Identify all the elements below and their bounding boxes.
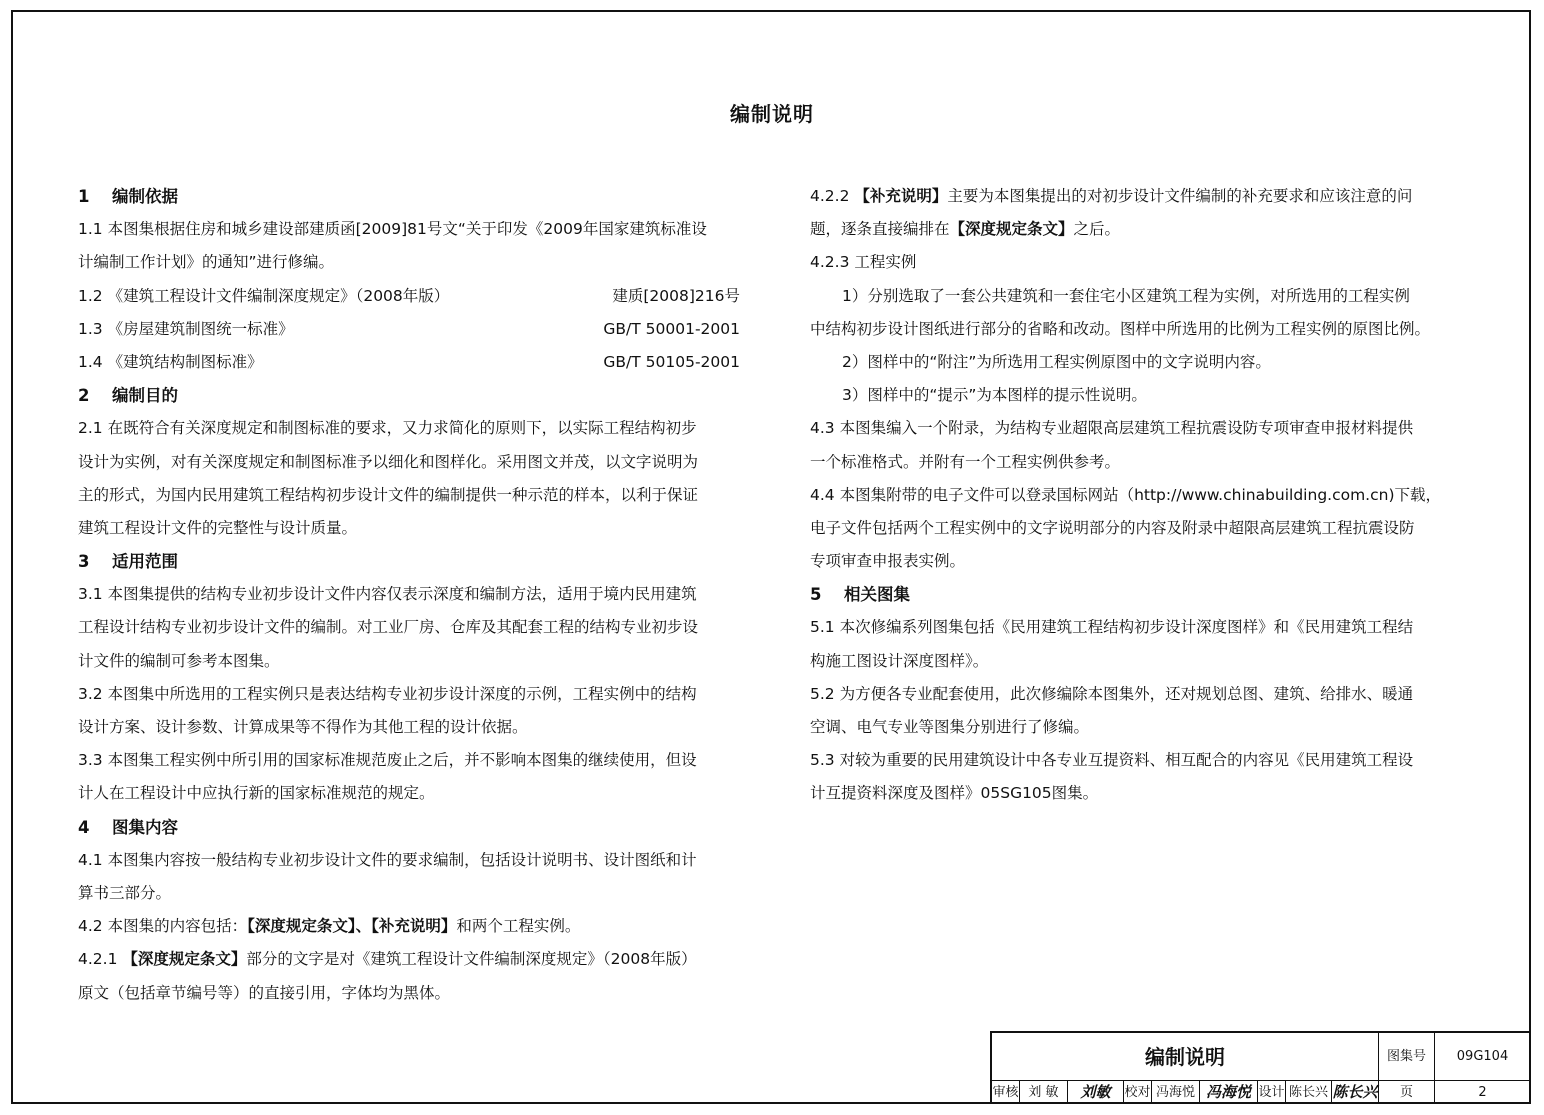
reference-line: [78, 280, 740, 313]
bold-term: 【深度规定条文】: [949, 220, 1074, 239]
line-text: 4.2.3 工程实例: [810, 253, 917, 272]
text-line: [810, 180, 1470, 213]
review-signature: 刘敏: [1068, 1081, 1124, 1104]
page-title: 编制说明: [730, 102, 814, 126]
check-name: 冯海悦: [1152, 1081, 1200, 1104]
reference-line: [78, 346, 740, 379]
text-line: [78, 678, 740, 711]
text-line: [78, 910, 740, 943]
line-text-continued: 部分的文字是对《建筑工程设计文件编制深度规定》（2008年版）: [246, 950, 697, 969]
section-heading: [78, 545, 740, 578]
text-line: [810, 313, 1470, 346]
bold-term: 【补充说明】: [854, 187, 948, 205]
reference-code: GB/T 50001-2001: [603, 319, 740, 338]
line-text: 1）分别选取了一套公共建筑和一套住宅小区建筑工程为实例，对所选用的工程实例: [842, 286, 1410, 305]
line-text: 4.1 本图集内容按一般结构专业初步设计文件的要求编制，包括设计说明书、设计图纸和计: [78, 850, 697, 869]
line-text: 3.1 本图集提供的结构专业初步设计文件内容仅表示深度和编制方法，适用于境内民用建筑: [78, 585, 697, 604]
text-line: [78, 977, 740, 1010]
section-title: 适用范围: [112, 552, 178, 572]
line-text: 设计方案、设计参数、计算成果等不得作为其他工程的设计依据。: [78, 718, 528, 736]
text-line: [78, 512, 740, 545]
check-label: 校对: [1124, 1081, 1152, 1104]
line-text: 一个标准格式。并附有一个工程实例供参考。: [810, 452, 1121, 471]
section-heading: [78, 180, 740, 213]
text-line: [810, 512, 1470, 545]
line-text: 4.2.2: [810, 187, 855, 205]
line-text: 建筑工程设计文件的完整性与设计质量。: [78, 518, 358, 537]
line-text: 计文件的编制可参考本图集。: [78, 651, 280, 670]
text-line: [810, 611, 1470, 644]
text-line: [810, 246, 1470, 279]
text-line: [78, 213, 740, 246]
page-label: 页: [1379, 1081, 1435, 1104]
section-number: 4: [78, 817, 90, 837]
text-line: [810, 446, 1470, 479]
line-text: 题，逐条直接编排在: [810, 220, 950, 239]
line-text: 原文（包括章节编号等）的直接引用，字体均为黑体。: [78, 983, 451, 1002]
section-number: 5: [810, 585, 822, 605]
line-text: 5.1 本次修编系列图集包括《民用建筑工程结构初步设计深度图样》和《民用建筑工程结: [810, 618, 1414, 637]
line-text: 空调、电气专业等图集分别进行了修编。: [810, 718, 1090, 736]
text-line: [810, 379, 1470, 412]
line-text: 设计为实例，对有关深度规定和制图标准予以细化和图样化。采用图文并茂，以文字说明为: [78, 452, 699, 471]
line-text: 5.2 为方便各专业配套使用，此次修编除本图集外，还对规划总图、建筑、给排水、暖通: [810, 684, 1414, 703]
line-text: 算书三部分。: [78, 883, 172, 902]
text-line: [78, 943, 740, 976]
section-number: 1: [78, 187, 90, 206]
section-heading: [78, 379, 740, 412]
reference-title: 1.3 《房屋建筑制图统一标准》: [78, 319, 294, 338]
line-text: 4.2 本图集的内容包括：: [78, 917, 248, 936]
section-title: 相关图集: [844, 585, 910, 605]
text-line: [810, 777, 1470, 810]
line-text: 3.3 本图集工程实例中所引用的国家标准规范废止之后，并不影响本图集的继续使用，但设: [78, 751, 697, 770]
line-text: 工程设计结构专业初步设计文件的编制。对工业厂房、仓库及其配套工程的结构专业初步设: [78, 618, 699, 637]
line-text: 1.1 本图集根据住房和城乡建设部建质函[2009]81号文“关于印发《2009年国家建筑标准设: [78, 220, 707, 239]
text-line: [810, 412, 1470, 445]
text-line: [810, 711, 1470, 744]
text-line: [810, 744, 1470, 777]
design-name: 陈长兴: [1286, 1081, 1332, 1104]
line-text: 3.2 本图集中所选用的工程实例只是表达结构专业初步设计深度的示例，工程实例中的结构: [78, 684, 697, 703]
line-text: 计编制工作计划》的通知”进行修编。: [78, 253, 335, 272]
bold-term: 【深度规定条文】: [122, 950, 247, 969]
text-line: [78, 412, 740, 445]
text-line: [78, 711, 740, 744]
line-text: 电子文件包括两个工程实例中的文字说明部分的内容及附录中超限高层建筑工程抗震设防: [810, 518, 1415, 537]
line-text: 4.3 本图集编入一个附录，为结构专业超限高层建筑工程抗震设防专项审查申报材料提供: [810, 419, 1414, 438]
line-text: 计人在工程设计中应执行新的国家标准规范的规定。: [78, 784, 435, 803]
text-line: [78, 877, 740, 910]
atlas-label: 图集号: [1379, 1033, 1435, 1081]
title-block: [990, 1031, 1531, 1104]
text-line: [78, 611, 740, 644]
text-line: [78, 446, 740, 479]
right-column: [810, 180, 1470, 811]
page-number: 2: [1435, 1081, 1531, 1104]
line-text: 5.3 对较为重要的民用建筑设计中各专业互提资料、相互配合的内容见《民用建筑工程设: [810, 751, 1414, 770]
section-title: 编制依据: [112, 187, 178, 206]
text-line: [78, 479, 740, 512]
text-line: [78, 777, 740, 810]
line-text: 2.1 在既符合有关深度规定和制图标准的要求，又力求简化的原则下，以实际工程结构初步: [78, 419, 697, 438]
line-text: 中结构初步设计图纸进行部分的省略和改动。图样中所选用的比例为工程实例的原图比例。: [810, 319, 1431, 338]
reference-code: GB/T 50105-2001: [603, 352, 740, 371]
bold-term: 【深度规定条文】、【补充说明】: [247, 917, 457, 936]
line-text-continued: 之后。: [1073, 220, 1121, 239]
reference-code: 建质[2008]216号: [612, 286, 740, 305]
text-line: [78, 645, 740, 678]
line-text: 主的形式，为国内民用建筑工程结构初步设计文件的编制提供一种示范的样本，以利于保证: [78, 485, 699, 504]
text-line: [810, 479, 1470, 512]
line-text: 4.4 本图集附带的电子文件可以登录国标网站（http://www.chinabuilding.com.cn)下载，: [810, 485, 1442, 504]
review-label: 审核: [992, 1081, 1020, 1104]
check-signature: 冯海悦: [1200, 1081, 1258, 1104]
line-text: 3）图样中的“提示”为本图样的提示性说明。: [842, 386, 1147, 405]
review-name: 刘 敏: [1020, 1081, 1068, 1104]
reference-line: [78, 313, 740, 346]
section-heading: [810, 578, 1470, 611]
reference-title: 1.4 《建筑结构制图标准》: [78, 352, 263, 371]
design-label: 设计: [1258, 1081, 1286, 1104]
text-line: [810, 678, 1470, 711]
text-line: [78, 744, 740, 777]
text-line: [810, 545, 1470, 578]
line-text: 2）图样中的“附注”为所选用工程实例原图中的文字说明内容。: [842, 352, 1271, 371]
text-line: [810, 213, 1470, 246]
section-title: 编制目的: [112, 386, 178, 406]
line-text-continued: 和两个工程实例。: [456, 917, 581, 936]
section-number: 3: [78, 552, 90, 572]
section-number: 2: [78, 386, 90, 406]
line-text: 专项审查申报表实例。: [810, 552, 966, 571]
text-line: [810, 645, 1470, 678]
title-block-name: 编制说明: [992, 1033, 1379, 1081]
text-line: [78, 844, 740, 877]
left-column: [78, 180, 740, 1010]
atlas-number: 09G104: [1435, 1033, 1531, 1081]
line-text: 计互提资料深度及图样》05SG105图集。: [810, 784, 1099, 803]
text-line: [78, 246, 740, 279]
line-text: 构施工图设计深度图样》。: [810, 651, 989, 670]
line-text: 4.2.1: [78, 950, 123, 969]
section-heading: [78, 811, 740, 844]
design-signature: 陈长兴: [1332, 1081, 1379, 1104]
text-line: [78, 578, 740, 611]
text-line: [810, 280, 1470, 313]
section-title: 图集内容: [112, 817, 178, 837]
text-line: [810, 346, 1470, 379]
line-text-continued: 主要为本图集提出的对初步设计文件编制的补充要求和应该注意的问: [947, 187, 1413, 205]
reference-title: 1.2 《建筑工程设计文件编制深度规定》（2008年版）: [78, 286, 450, 305]
